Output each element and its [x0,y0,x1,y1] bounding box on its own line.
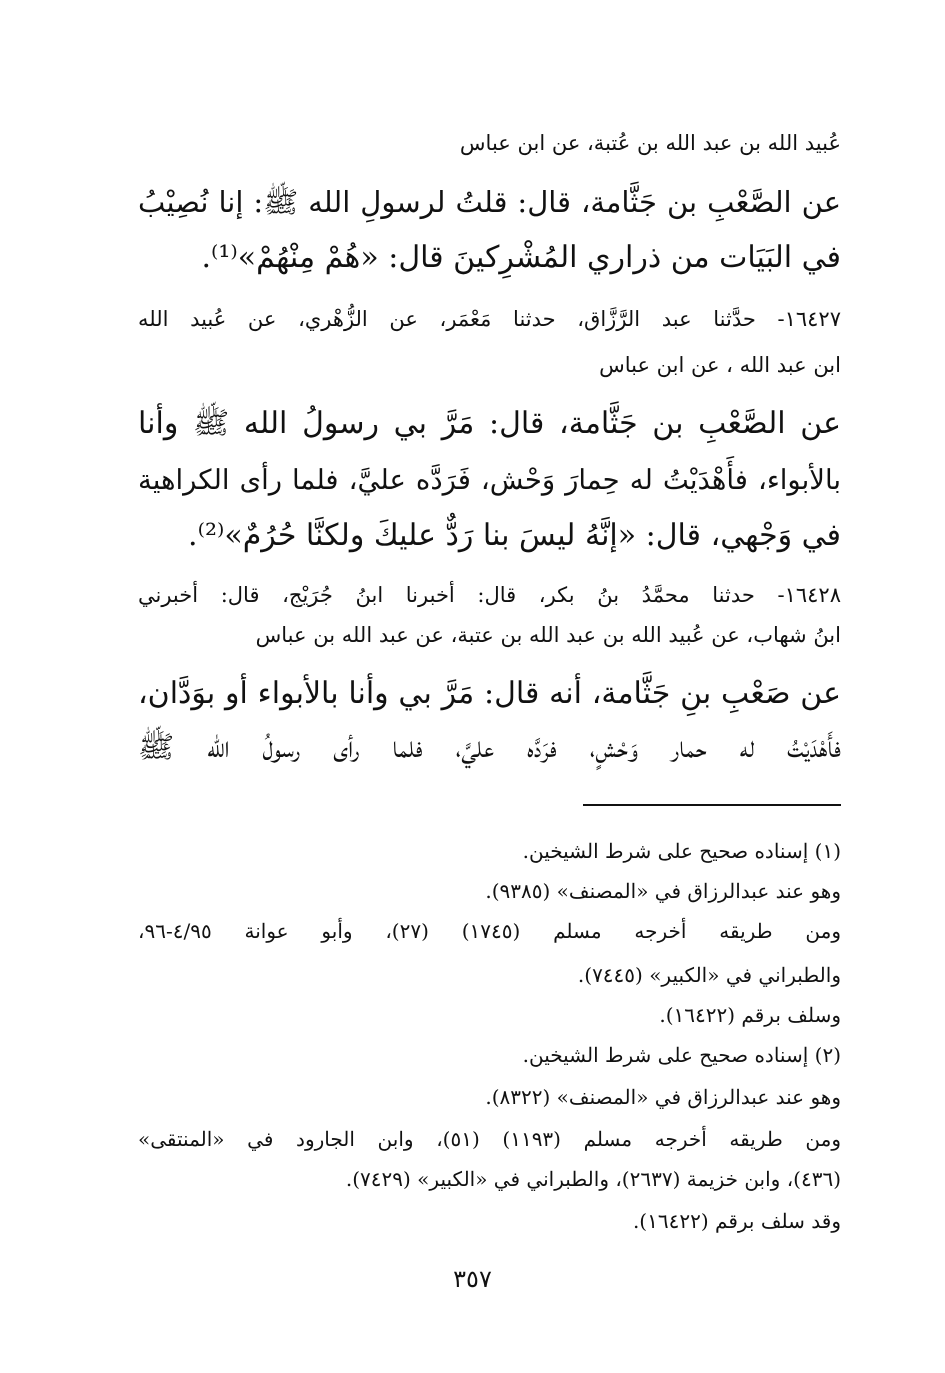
footnote-line: وهو عند عبدالرزاق في «المصنف» (٩٣٨٥). [485,879,841,903]
hadith-text-line: عن الصَّعْبِ بن جَثَّامة، قال: مَرَّ بي رسولُ الله ﷺ وأنا [138,406,841,441]
hadith-text-line: فأَهْدَيْتُ له حمار وَحْشٍ، فرَدَّه عليَّ، فلما رأى رسولُ الله ﷺ [138,730,841,765]
page-number: ٣٥٧ [453,1265,492,1293]
hadith-text-line: في وَجْهي، قال: «إنَّهُ ليسَ بنا رَدٌّ عليكَ ولكنَّا حُرُمٌ»⁽²⁾. [188,518,841,553]
hadith-text-line: عن صَعْبِ بنِ جَثَّامة، أنه قال: مَرَّ بي وأنا بالأبواء أو بوَدَّان، [138,676,841,711]
book-page [138,0,841,1373]
footnote-line: (٢) إسناده صحيح على شرط الشيخين. [522,1043,841,1067]
footnote-line: ومن طريقه أخرجه مسلم (١١٩٣) (٥١)، وابن الجارود في «المنتقى» [138,1127,842,1151]
footnote-line: (١) إسناده صحيح على شرط الشيخين. [522,839,841,863]
isnad-line: ١٦٤٢٨- حدثنا محمَّدُ بنُ بكر، قال: أخبرنا ابنُ جُرَيْج، قال: أخبرني [138,583,841,607]
footnote-line: وقد سلف برقم (١٦٤٢٢). [632,1209,841,1233]
isnad-line: ابنُ شهاب، عن عُبيد الله بن عبد الله بن عتبة، عن عبد الله بن عباس [255,623,841,647]
footnote-line: وسلف برقم (١٦٤٢٢). [659,1003,841,1027]
isnad-line: عُبيد الله بن عبد الله بن عُتبة، عن ابن عباس [459,131,841,155]
hadith-text-line: بالأبواء، فأَهْدَيْتُ له حِمارَ وَحْش، فَرَدَّه عليَّ، فلما رأى الكراهية [138,464,841,496]
footnote-line: (٤٣٦)، وابن خزيمة (٢٦٣٧)، والطبراني في «الكبير» (٧٤٢٩). [345,1167,841,1191]
footnote-line: والطبراني في «الكبير» (٧٤٤٥). [577,963,841,987]
footnote-line: وهو عند عبدالرزاق في «المصنف» (٨٣٢٢). [485,1085,841,1109]
hadith-text-line: عن الصَّعْبِ بن جَثَّامة، قال: قلتُ لرسولِ الله ﷺ: إنا نُصِيْبُ [138,185,841,219]
isnad-line: ١٦٤٢٧- حدَّثنا عبد الرَّزَّاق، حدثنا مَعْمَر، عن الزُّهْري، عن عُبيد الله [138,307,841,331]
isnad-line: ابن عبد الله ، عن ابن عباس [599,353,841,377]
footnote-separator [583,804,841,806]
hadith-text-line: في البَيَات من ذراري المُشْرِكينَ قال: «هُمْ مِنْهُمْ»⁽¹⁾. [201,240,841,275]
footnote-line: ومن طريقه أخرجه مسلم (١٧٤٥) (٢٧)، وأبو عوانة ٤/٩٥-٩٦، [138,919,842,943]
